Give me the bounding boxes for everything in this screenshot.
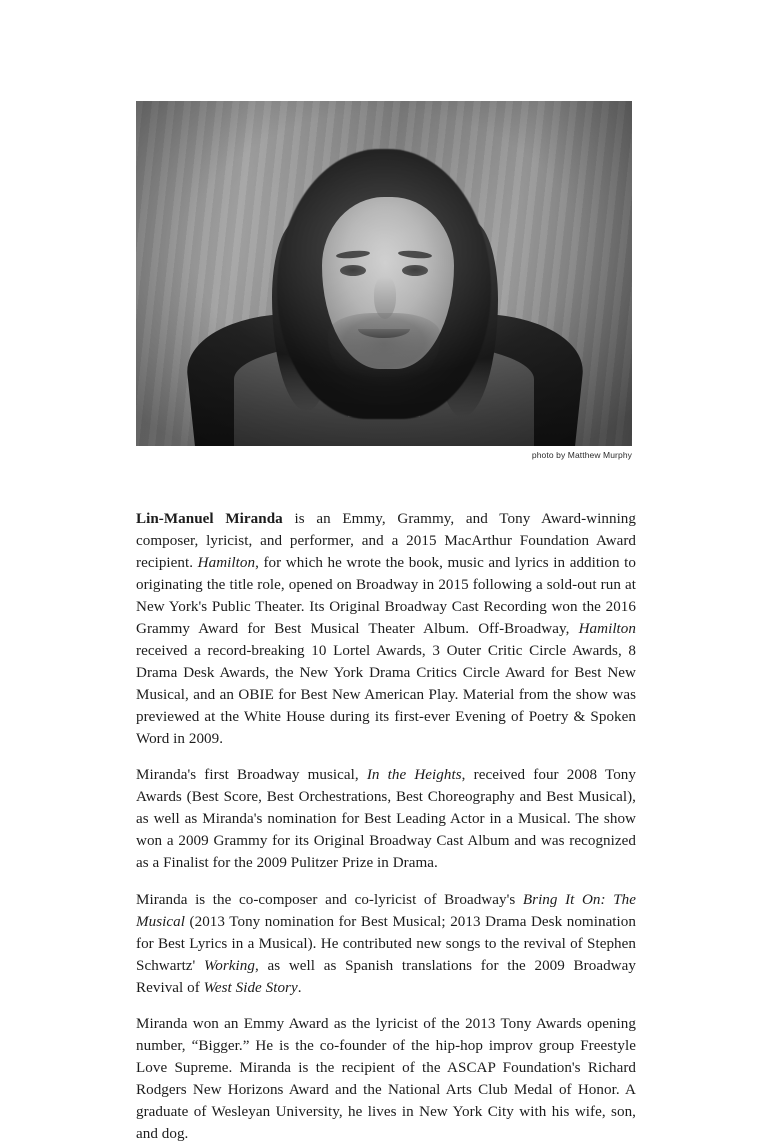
bio-lead-name: Lin-Manuel Miranda [136,511,283,527]
text-run: Miranda is the co-composer and co-lyricist of Broadway's [136,891,523,908]
title-italic: In the Heights [366,767,462,784]
text-run: , received four 2008 Tony Awards (Best Score, Best Orchestrations, Best Choreography and Best Musical), as well as Miranda's nomination for Best Leading Actor in a Musical. The show won a 2009 Grammy for its Original Broadway Cast Album and was recognized as a Finalist for the 2009 Pulitzer Prize in Drama. [136,767,636,872]
text-run: . [297,979,302,996]
text-run: received a record-breaking 10 Lortel Awards, 3 Outer Critic Circle Awards, 8 Drama Desk Awards, the New York Drama Critics Circle Award for Best New Musical, and an OBIE for Best New American Play. Material from the show was previewed at the White House during its first-ever Evening of Poetry & Spoken Word in 2009. [136,643,636,748]
text-run: , as well as Spanish translations for the 2009 Broadway Revival of [136,957,636,996]
title-italic: West Side Story [203,979,298,996]
title-italic: Hamilton [578,621,636,638]
portrait-photo [136,101,632,446]
photo-vignette [136,101,632,446]
biography-text [136,508,636,1145]
text-run: Miranda won an Emmy Award as the lyricist of the 2013 Tony Awards opening number, “Bigger.” He is the co-founder of the hip-hop improv group Freestyle Love Supreme. Miranda is the recipient of the ASCAP Foundation's Richard Rodgers New Horizons Award and the National Arts Club Medal of Honor. A graduate of Wesleyan University, he lives in New York City with his wife, son, and dog. [136,1015,636,1142]
text-run: , for which he wrote the book, music and lyrics in addition to originating the title role, opened on Broadway in 2015 following a sold-out run at New York's Public Theater. Its Original Broadway Cast Recording won the 2016 Grammy Award for Best Musical Theater Album. Off-Broadway, [136,555,636,638]
bio-paragraph-1 [136,508,636,750]
bio-paragraph-2 [136,764,636,874]
text-run: is an Emmy, Grammy, and Tony Award-winning composer, lyricist, and performer, and a 2015 MacArthur Foundation Award recipient. [136,511,637,572]
title-italic: Bring It On: The Musical [136,891,636,930]
text-run: Miranda's first Broadway musical, [136,767,367,784]
portrait-block [136,101,632,460]
bio-paragraph-3 [136,889,636,999]
text-run: (2013 Tony nomination for Best Musical; 2013 Drama Desk nomination for Best Lyrics in a Musical). He contributed new songs to the revival of Stephen Schwartz' [136,913,636,974]
title-italic: Hamilton [197,555,256,572]
bio-paragraph-4 [136,1013,636,1145]
title-italic: Working [204,957,255,974]
photo-credit: photo by Matthew Murphy [531,450,632,460]
